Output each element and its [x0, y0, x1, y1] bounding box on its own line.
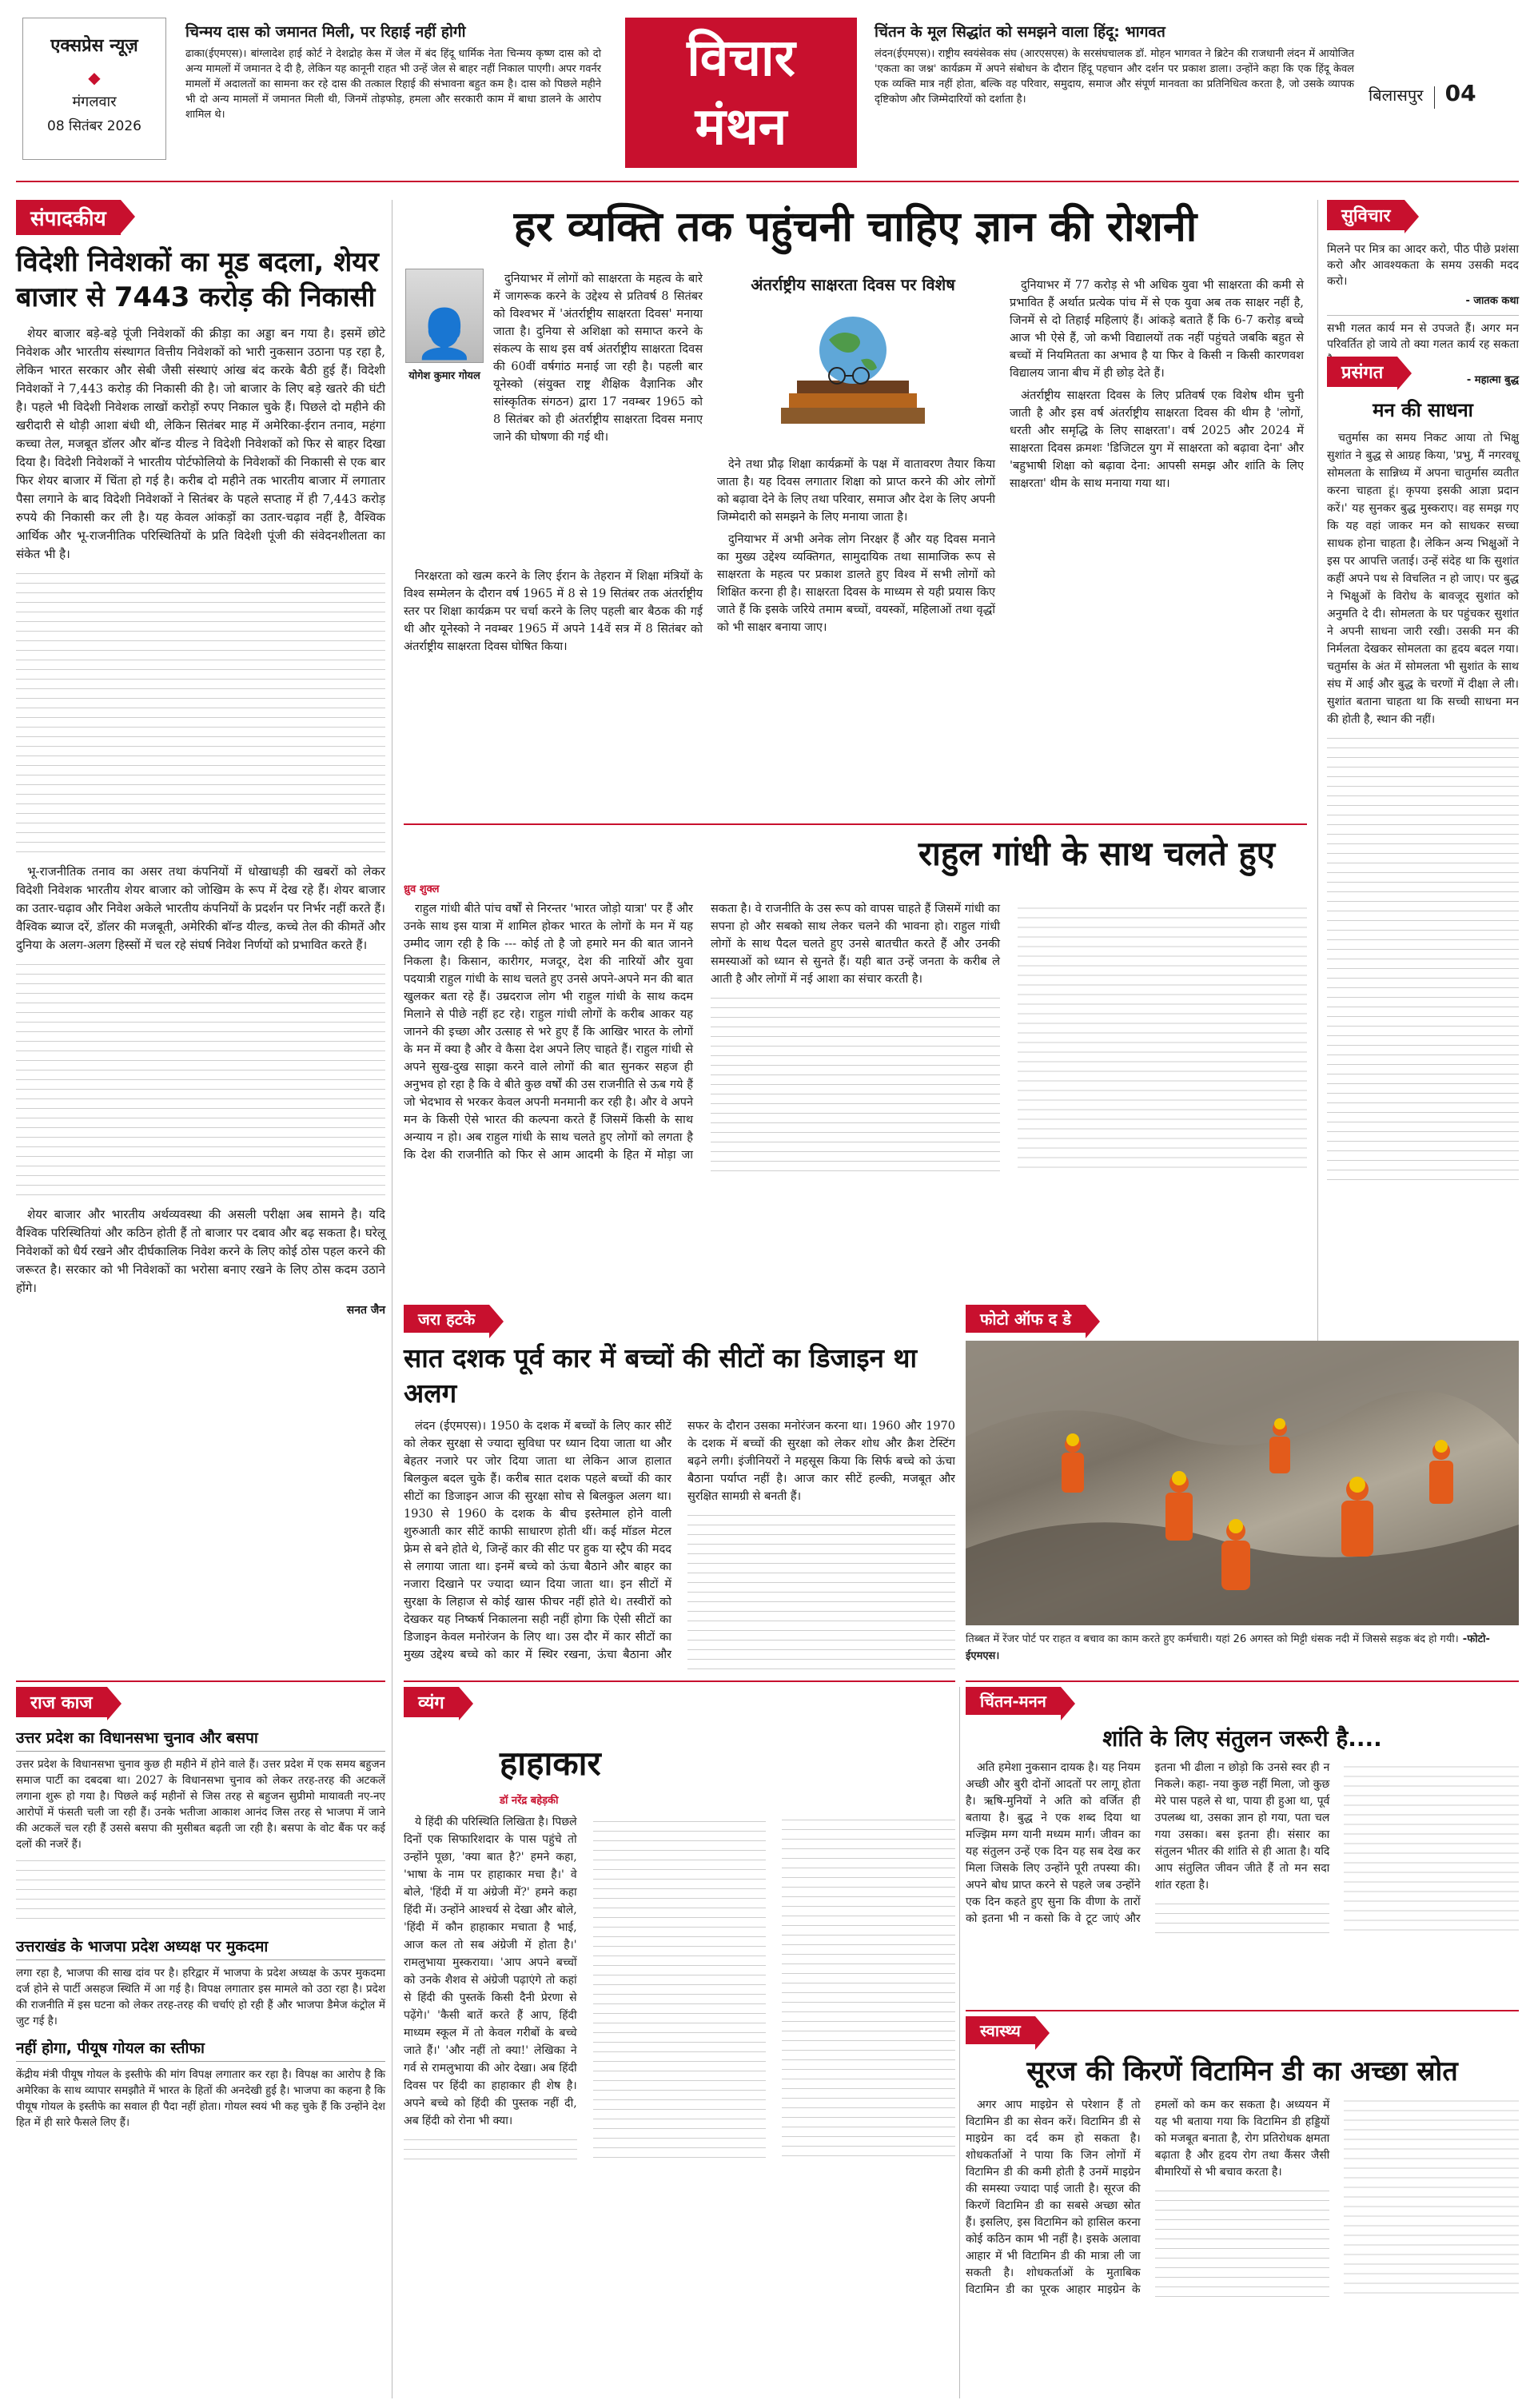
quote-author: - जातक कथा: [1465, 295, 1519, 307]
publish-day: मंगलवार: [72, 94, 117, 110]
photo-tag: फोटो ऑफ द डे: [966, 1305, 1086, 1333]
prasang-body: [1327, 429, 1519, 1181]
vyang-tag: व्यंग: [404, 1687, 459, 1717]
brand-name: एक्सप्रेस न्यूज़: [50, 36, 138, 56]
main-article-paragraph: निरक्षरता को खत्म करने के लिए ईरान के तेहरान में शिक्षा मंत्रियों के विश्व सम्मेलन के दौरान वर्ष 1965 में 8 से 19 सितंबर तक अंतर्राष्ट्रीय स्तर पर शिक्षा कार्यक्रम पर चर्चा करने के लिए पहली बार बैठक की गई थी और यूनेस्को ने नवम्बर 1965 में अपने 14वें सत्र में 8 सितंबर को अंतर्राष्ट्रीय साक्षरता दिवस घोषित किया।: [404, 570, 703, 653]
rahul-article-body: [404, 900, 1307, 1252]
raj-kaaj-text-block: [16, 1856, 385, 1928]
section-rule: [404, 1680, 955, 1682]
column-divider: [959, 1687, 960, 2398]
main-article-col-1: [493, 270, 703, 451]
main-article-col-3: [1010, 277, 1304, 497]
photo-caption: तिब्बत में रेंजर पोर्ट पर राहत व बचाव का काम करते हुए कर्मचारी। यहां 26 अगस्त को मिट्टी धंसक नदी में जिससे सड़क बंद हो गयी।: [966, 1633, 1459, 1645]
prasang-text: चतुर्मास का समय निकट आया तो भिक्षु सुशांत ने बुद्ध से आग्रह किया, 'प्रभु, मैं नगरवधू सोमलता के सान्निध्य में अपना चातुर्मास व्यतीत करना चाहता हूं। कृपया इसकी आज्ञा प्रदान करें।' यह सुनकर बुद्ध मुस्कराए। वह समझ गए कि यह वहां जाकर मन को साधकर सच्चा साधक होना चाहता है। लेकिन अन्य भिक्षुओं ने इस पर आपत्ति जताई। उन्हें संदेह था कि सुशांत कहीं अपने पथ से विचलित न हो जाए। पर बुद्ध ने भिक्षुओं के विरोध के बावजूद सुशांत को अनुमति दे दी। सोमलता के घर पहुंचकर सुशांत ने अपनी साधना जारी रखी। उसकी मन की निर्मलता देखकर सोमलता का हृदय बदल गया। चतुर्मास के अंत में सोमलता भी सुशांत के साथ संघ में आई और बुद्ध के चरणों में दीक्षा ले ली। सुशांत बताना चाहता था कि सच्ची साधना मन की होती है, स्थान की नहीं।: [1327, 432, 1519, 726]
page-info: [1369, 80, 1520, 109]
prasang-section: [1327, 357, 1519, 1463]
rahul-article-text: राहुल गांधी बीते पांच वर्षों से निरन्तर 'भारत जोड़ो यात्रा' पर हैं और उनके साथ इस यात्रा में शामिल होकर भारत के लोगों के मन में यह उम्मीद जाग रही है कि --- कोई तो है जो हमारे मन की बात जानने निकला है। किसान, कारीगर, मजदूर, देश की नारियों और युवा पदयात्री राहुल गांधी के साथ चलते हुए उनसे अपने-अपने मन की बात खुलकर बता रहे हैं। उम्रदराज लोग भी राहुल गांधी के साथ कदम मिलाने से पीछे नहीं हट रहे। राहुल गांधी लोगों के करीब आकर यह जानने की इच्छा और उत्साह से भरे हुए हैं कि आखिर भारत के लोगों के मन में क्या है और वे कैसा देश अपने लिए चाहते हैं। राहुल गांधी से अपने सुख-दुख साझा करने वाले लोगों की बात सुनकर सहज ही अनुभव हो रहा है कि वे बीते कुछ वर्षों की उस राजनीति से ऊब गये हैं जो भेदभाव से भरकर केवल अपनी मनमानी कर रही है। और वे अपने मन के किसी ऐसे भारत की कल्पना करते हैं जिसमें किसी के साथ अन्याय न हो। अब राहुल गांधी के साथ चलते हुए लोगों को लगता है कि देश की राजनीति को फिर से आम आदमी के हित में मोड़ा जा सकता है। वे राजनीति के उस रूप को वापस चाहते हैं जिसमें गांधी का सपना हो और सबको साथ लेकर चलने की भावना हो। राहुल गांधी लोगों के साथ पैदल चलते हुए उनसे बातचीत करते हैं और उनकी समस्याओं को ध्यान से सुनते हैं। यही बात उन्हें जनता के करीब ले आती है और लोगों में नई आशा का संचार करती है।: [404, 903, 1000, 1162]
teaser-right-text: लंदन(ईएमएस)। राष्ट्रीय स्वयंसेवक संघ (आरएसएस) के सरसंघचालक डॉ. मोहन भागवत ने ब्रिटेन की राजधानी लंदन में आयोजित 'एकता का जश्न' कार्यक्रम में अपने संबोधन के दौरान हिंदू पहचान और दर्शन पर प्रकाश डाला। उन्होंने कहा कि एक हिंदू केवल एक व्यक्ति मात्र नहीं होता, बल्कि वह परिवार, समुदाय, समाज और संपूर्ण मानवता का प्रतिनिधित्व करता है, जो उसके व्यापक दृष्टिकोण और जिम्मेदारियों को दर्शाता है।: [875, 48, 1354, 106]
jara-hatke-text: लंदन (ईएमएस)। 1950 के दशक में बच्चों के लिए कार सीटें को लेकर सुरक्षा से ज्यादा सुविधा पर ध्यान दिया जाता था और बेहतर नजारे पर जोर दिया जाता था लेकिन आज हालात बिलकुल बदल चुके हैं। करीब सात दशक पहले बच्चों की कार सीटों का डिजाइन आज की सुरक्षा सोच से बिलकुल अलग था। 1930 से 1960 के दशक के बीच इस्तेमाल होने वाली शुरुआती कार सीटें काफी साधारण होती थीं। कई मॉडल मेटल फ्रेम से बने होते थे, जिन्हें कार की सीट पर हुक या स्ट्रैप की मदद से लगाया जाता था। इनमें बच्चे को ऊंचा बैठाने और बाहर का नजारा दिखाने पर ज्यादा ध्यान दिया जाता था। इन सीटों में सुरक्षा के लिहाज से कोई खास फीचर नहीं होते थे। तस्वीरों को देखकर यह निष्कर्ष निकालना सही नहीं होगा कि ऐसी सीटों का डिजाइन केवल मनोरंजन के लिए था। उस दौर में कार सीटों का मुख्य उद्देश्य बच्चे को कार में स्थिर रखना, ऊंचा बैठाना और सफर के दौरान उसका मनोरंजन करना था। 1960 और 1970 के दशक में बच्चों की सुरक्षा को लेकर शोध और क्रैश टेस्टिंग बढ़ने लगी। इंजीनियरों ने महसूस किया कि सिर्फ बच्चे को ऊंचा बैठाना पर्याप्त नहीं है। आज कार सीटें हल्की, मजबूत और सुरक्षित सामग्री से बनती हैं।: [404, 1420, 955, 1661]
quote-text: सभी गलत कार्य मन से उपजते हैं। अगर मन परिवर्तित हो जाये तो क्या गलत कार्य रह सकता: [1327, 322, 1519, 351]
main-article-kicker: अंतर्राष्ट्रीय साक्षरता दिवस पर विशेष: [751, 275, 955, 294]
editorial-section: [16, 200, 385, 1680]
editorial-tag: [16, 200, 385, 235]
editorial-text-block: [16, 568, 385, 856]
quote-item: [1327, 241, 1519, 307]
brand-box: [22, 18, 166, 160]
teaser-right-headline: चिंतन के मूल सिद्धांत को समझने वाला हिंदू: भागवत: [875, 23, 1165, 41]
main-article-col-1b: [404, 568, 703, 660]
raj-kaaj-item: [16, 2037, 385, 2131]
jara-hatke-body: [404, 1417, 955, 1705]
chintan-section: [966, 1687, 1519, 1999]
main-article-paragraph: दुनियाभर में अभी अनेक लोग निरक्षर हैं और यह दिवस मनाने का मुख्य उद्देश्य व्यक्तिगत, सामुदायिक तथा सामाजिक रूप से साक्षरता के महत्व पर प्रकाश डालते हुए विश्व में सभी लोगों को शिक्षित करना ही है। साक्षरता दिवस के माध्यम से यही प्रयास किए जाते हैं कि इसके जरिये तमाम बच्चों, वयस्कों, महिलाओं तथा वृद्धों को भी साक्षर बनाया जाए।: [717, 533, 995, 634]
jara-hatke-text-block: [687, 1510, 955, 1670]
quote-author: - महात्मा बुद्ध: [1466, 374, 1519, 386]
section-rule: [404, 823, 1307, 825]
prasang-headline: मन की साधना: [1373, 399, 1473, 421]
main-article: [404, 200, 1307, 815]
rahul-article: [404, 823, 1307, 1295]
chintan-headline: शांति के लिए संतुलन जरूरी है....: [1102, 1725, 1382, 1752]
page-divider: [1434, 86, 1435, 109]
teaser-left: [185, 21, 601, 122]
author-photo: [405, 269, 484, 363]
raj-kaaj-item: [16, 1727, 385, 1928]
teaser-left-text: ढाका(ईएमएस)। बांग्लादेश हाई कोर्ट ने देशद्रोह केस में जेल में बंद हिंदू धार्मिक नेता चिन्मय कृष्ण दास को दो अन्य मामलों में जमानत दे दी है, लेकिन यह कानूनी राहत भी उन्हें जेल से बाहर नहीं निकाल पाएगी। अपर गवर्नर मामलों में अदालतों का सामना कर रहे दास की तत्काल रिहाई की संभावना बहुत कम है। दास को पिछले महीने भी दो अन्य मामलों में जमानत मिली थी, जिनमें तोड़फोड़, हमला और सरकारी काम में बाधा डालने के आरोप शामिल थे।: [185, 48, 601, 121]
section-rule: [966, 1680, 1519, 1682]
vyang-headline: हाहाकार: [500, 1744, 601, 1783]
quote-text: मिलने पर मित्र का आदर करो, पीठ पीछे प्रशंसा करो और आवश्यकता के समय उसकी मदद करो।: [1327, 243, 1519, 288]
swasthya-tag: स्वास्थ्य: [966, 2016, 1035, 2044]
city-name: बिलासपुर: [1369, 86, 1424, 105]
photo-credit: -फोटो- ईएमएस।: [966, 1633, 1490, 1662]
prasang-text-block: [1327, 733, 1519, 1181]
photo-section: [966, 1305, 1519, 1672]
raj-kaaj-section: [16, 1687, 385, 2398]
raj-kaaj-item: [16, 1936, 385, 2029]
diamond-icon: ◆: [88, 68, 101, 87]
rahul-article-headline: राहुल गांधी के साथ चलते हुए: [918, 834, 1275, 873]
editorial-paragraph: शेयर बाजार और भारतीय अर्थव्यवस्था की असली परीक्षा अब सामने है। यदि वैश्विक परिस्थितियां और कठिन होती हैं तो बाजार पर दबाव और बढ़ सकता है। घरेलू निवेशकों को धैर्य रखने और दीर्घकालिक निवेश करने के लिए कोई ठोस पहल करने की जरूरत है। सरकार को भी निवेशकों का भरोसा बनाए रखने के लिए ठोस कदम उठाने होंगे।: [16, 1207, 385, 1295]
publish-date: 08 सितंबर 2026: [47, 118, 141, 134]
vyang-author: डॉ नरेंद्र बहेड़की: [500, 1795, 559, 1807]
main-article-author: योगेश कुमार गोयल: [408, 370, 480, 382]
editorial-headline: विदेशी निवेशकों का मूड बदला, शेयर बाजार से 7443 करोड़ की निकासी: [16, 246, 379, 313]
masthead: [0, 0, 1534, 185]
editorial-text-block: [16, 959, 385, 1199]
rahul-article-author: ध्रुव शुक्ल: [404, 883, 440, 895]
rescue-workers-photo: [966, 1341, 1519, 1625]
main-article-paragraph: दुनियाभर में लोगों को साक्षरता के महत्व के बारे में जागरूक करने के उद्देश्य से प्रतिवर्ष 8 सितंबर को विश्वभर में 'अंतर्राष्ट्रीय साक्षरता दिवस' मनाया जाता है। दुनिया से अशिक्षा को समाप्त करने के संकल्प के साथ इस वर्ष अंतर्राष्ट्रीय साक्षरता दिवस की 60वीं वर्षगांठ मनाई जा रही है। पहली बार यूनेस्को (संयुक्त राष्ट्र शैक्षिक वैज्ञानिक और सांस्कृतिक संगठन) द्वारा 17 नवम्बर 1965 को 8 सितंबर को ही अंतर्राष्ट्रीय साक्षरता दिवस मनाए जाने की घोषणा की गई थी।: [493, 273, 703, 444]
vyang-text: ये हिंदी की परिस्थिति लिखिता है। पिछले दिनों एक सिफारिशदार के पास पहुंचे तो उन्होंने पूछा, 'क्या बात है?' हमने कहा, 'भाषा के नाम पर हाहाकार मचा है।' वे बोले, 'हिंदी में या अंग्रेजी में?' हमने कहा हिंदी में। उन्होंने आश्चर्य से देखा और बोले, 'हिंदी में कौन हाहाकार मचाता है भाई, आज कल तो सब अंग्रेजी में होता है।' रामलुभाया मुस्कराया। 'आप अपने बच्चों को उनके शैशव से अंग्रेजी पढ़ाएंगे तो कहां से हिंदी की पुस्तकें किसी दैनी प्रेरणा से पढ़ेंगे।' 'कैसी बातें करते हैं आप, हिंदी माध्यम स्कूल में तो केवल गरीबों के बच्चे जाते हैं।' 'और नहीं तो क्या!' लेखिका ने गर्व से रामलुभाया की ओर देखा। अब हिंदी दिवस पर हिंदी का हाहाकार ही शेष है। अपने बच्चे को हिंदी की पुस्तक नहीं दी, अब हिंदी को रोना भी क्या।: [404, 1816, 577, 2127]
raj-kaaj-text: लगा रहा है, भाजपा की साख दांव पर है। हरिद्वार में भाजपा के प्रदेश अध्यक्ष के ऊपर मुकदमा दर्ज होने से पार्टी असहज स्थिति में आ गई है। विपक्ष लगातार इस मामले को उठा रहा है। प्रदेश की राजनीति में इस घटना को लेकर तरह-तरह की चर्चाएं हो रही हैं और भाजपा डैमेज कंट्रोल में जुट गई है।: [16, 1967, 385, 2027]
photo-image: [966, 1341, 1519, 1625]
section-title-line1: विचार: [687, 29, 795, 88]
jara-hatke-section: [404, 1305, 955, 1672]
main-article-headline: हर व्यक्ति तक पहुंचनी चाहिए ज्ञान की रोशनी: [513, 203, 1197, 251]
literacy-illustration: [733, 304, 973, 448]
vyang-section: [404, 1687, 955, 2398]
main-article-paragraph: अंतर्राष्ट्रीय साक्षरता दिवस के लिए प्रतिवर्ष एक विशेष थीम चुनी जाती है और इस वर्ष अंतर्राष्ट्रीय साक्षरता दिवस की थीम है 'लोगों, धरती और समृद्धि के लिए साक्षरता'। वर्ष 2025 और 2024 में साक्षरता दिवस क्रमशः 'डिजिटल युग में साक्षरता को बढ़ावा देना' और 'बहुभाषी शिक्षा को बढ़ावा देना: आपसी समझ और शांति के लिए साक्षरता' थीम के साथ मनाया गया था।: [1010, 389, 1304, 490]
editorial-paragraph: शेयर बाजार बड़े-बड़े पूंजी निवेशकों की क्रीड़ा का अड्डा बन गया है। इसमें छोटे निवेशक और भारतीय संस्थागत वित्तीय निवेशकों को भारी नुकसान उठाना पड़ रहा है, लेकिन भारत सरकार और सेबी जैसी संस्थाएं आंख बंद करके बैठी हुई हैं। विदेशी निवेशकों ने 7,443 करोड़ की निकासी की है। जो बाजार के लिए बड़े खतरे की घंटी है। पहले भी विदेशी निवेशक लाखों करोड़ों रुपए निकाल चुके हैं। पिछले दो महीने की खरीदारी से थोड़ी आशा बंधी थी, लेकिन सितंबर माह में अमेरिका-ईरान तनाव, महंगा कच्चा तेल, मजबूत डॉलर और बॉन्ड यील्ड ने विदेशी निवेशकों को फिर से बाहर दिखा दिया है। विदेशी निवेशकों ने भारतीय पोर्टफोलियो के निवेशकों की निकासी से एक बार फिर शेयर बाजार में चिंता हो गई है। करीब दो महीने तक भारतीय बाजार में लगातार पैसा लगाने के बाद विदेशी निवेशकों ने सितंबर के पहले सप्ताह में ही 7,443 करोड़ रुपये की निकासी कर ली है। यह केवल आंकड़ों का उतार-चढ़ाव नहीं है, वैश्विक आर्थिक और भू-राजनीतिक परिस्थितियों के प्रति विदेशी पूंजी की संवेदनशीलता का संकेत भी है।: [16, 326, 385, 561]
raj-kaaj-text: उत्तर प्रदेश के विधानसभा चुनाव कुछ ही महीने में होने वाले हैं। उत्तर प्रदेश में एक समय बहुजन समाज पार्टी का दबदबा था। 2027 के विधानसभा चुनाव को लेकर तरह-तरह की अटकलें लगाना शुरू हो गया है। पिछले कई महीनों से जिस तरह से बहुजन सुप्रीमो मायावती नए-नए आरोपों में फंसती चली जा रही हैं। उनके भतीजा आकाश आनंद जिस तरह से भाजपा में जाने की अटकलें चल रही हैं उससे बसपा की मुसीबत बढ़ती जा रही है। बसपा के वोट बैंक पर कई दलों की नजरें हैं।: [16, 1758, 385, 1851]
main-article-paragraph: दुनियाभर में 77 करोड़ से भी अधिक युवा भी साक्षरता की कमी से प्रभावित हैं अर्थात प्रत्येक पांच में से एक युवा अब तक साक्षर नहीं है, जिनमें से दो तिहाई महिलाएं हैं। आंकड़े बताते हैं कि 6-7 करोड़ बच्चे आज भी ऐसे हैं, जो कभी विद्यालयों तक नहीं पहुंचते जबकि बहुत से बच्चों में नियमितता का अभाव है या फिर वे किसी न किसी कारणवश विद्यालय जाना बीच में ही छोड़ देते हैं।: [1010, 279, 1304, 380]
section-title-line2: मंथन: [695, 98, 787, 157]
chintan-body: [966, 1760, 1519, 1991]
vyang-body: [404, 1813, 955, 2357]
jara-hatke-tag: जरा हटके: [404, 1305, 489, 1333]
editorial-author: सनत जैन: [346, 1304, 385, 1317]
chintan-text: अति हमेशा नुकसान दायक है। यह नियम अच्छी और बुरी दोनों आदतों पर लागू होता है। ऋषि-मुनियों ने अति को वर्जित ही बताया है। बुद्ध ने एक शब्द दिया था मज्झिम मग्ग यानी मध्यम मार्ग। जीवन का यह संतुलन उन्हें एक दिन यह सब देख कर मिला जिसके लिए उन्होंने पूरी तपस्या की। अपने बोध प्राप्त करने से पहले जब उन्होंने एक दिन कहते हुए सुना कि वीणा के तारों को इतना भी न कसो कि वे टूट जाएं और इतना भी ढीला न छोड़ो कि उनसे स्वर ही न निकले। कहा- नया कुछ नहीं मिला, जो कुछ मेरे पास पहले से था, पाया ही हुआ था, पूर्व उपलब्ध था, उसका ज्ञान हो गया, पता चल गया उसका। बस इतना ही। संसार का संतुलन भीतर की शांति से ही आता है। यदि आप संतुलित जीवन जीते हैं तो मन सदा शांत रहता है।: [966, 1761, 1330, 1925]
raj-kaaj-headline: नहीं होगा, पीयूष गोयल का स्तीफा: [16, 2037, 385, 2062]
swasthya-body: [966, 2097, 1519, 2377]
editorial-body: [16, 325, 385, 1298]
raj-kaaj-text: केंद्रीय मंत्री पीयूष गोयल के इस्तीफे की मांग विपक्ष लगातार कर रहा है। विपक्ष का आरोप है कि अमेरिका के साथ व्यापार समझौते में भारत के हितों की अनदेखी हुई है। भाजपा का कहना है कि पीयूष गोयल के इस्तीफे का सवाल ही पैदा नहीं होता। गोयल स्वयं भी कह चुके हैं कि उन्होंने देश हित में ही सारे फैसले लिए हैं।: [16, 2068, 385, 2129]
main-article-paragraph: देने तथा प्रौढ़ शिक्षा कार्यक्रमों के पक्ष में वातावरण तैयार किया जाता है। यह दिवस लगातार शिक्षा को प्राप्त करने की ओर लोगों को बढ़ावा देने के लिए तथा परिवार, समाज और देश के लिए अपनी जिम्मेदारी को समझने के लिए मनाया जाता है।: [717, 458, 995, 524]
chintan-tag: चिंतन-मनन: [966, 1687, 1061, 1715]
swasthya-section: [966, 2016, 1519, 2398]
prasang-tag: प्रसंगत: [1327, 357, 1397, 387]
editorial-paragraph: भू-राजनीतिक तनाव का असर तथा कंपनियों में धोखाधड़ी की खबरों को लेकर विदेशी निवेशक भारतीय शेयर बाजार को जोखिम के रूप में देख रहे हैं। शेयर बाजार का उतार-चढ़ाव और निवेश अकेले भारतीय कंपनियों के प्रदर्शन पर निर्भर नहीं करते हैं। वैश्विक ब्याज दरें, डॉलर की मजबूती, अमेरिकी बॉन्ड यील्ड, कच्चे तेल की कीमतें और दुनिया के अलग-अलग हिस्सों में चल रहे संघर्ष निवेश निर्णयों को प्रभावित करते हैं।: [16, 864, 385, 952]
jara-hatke-headline: सात दशक पूर्व कार में बच्चों की सीटों का डिजाइन था अलग: [404, 1342, 918, 1409]
editorial-tag-label: संपादकीय: [16, 200, 121, 235]
column-divider: [1317, 200, 1318, 1463]
swasthya-headline: सूरज की किरणें विटामिन डी का अच्छा स्रोत: [1026, 2055, 1458, 2087]
main-article-col-2: [717, 456, 995, 641]
raj-kaaj-tag: राज काज: [16, 1687, 107, 1717]
teaser-left-headline: चिन्मय दास को जमानत मिली, पर रिहाई नहीं होगी: [185, 23, 466, 41]
raj-kaaj-headline: उत्तर प्रदेश का विधानसभा चुनाव और बसपा: [16, 1727, 385, 1752]
section-title-box: [625, 18, 857, 168]
suvichar-tag: सुविचार: [1327, 200, 1405, 230]
page-number: 04: [1444, 80, 1476, 106]
section-rule: [16, 1680, 385, 1682]
masthead-rule: [16, 181, 1519, 182]
section-rule: [966, 2010, 1519, 2011]
teaser-right: [875, 21, 1354, 107]
swasthya-text: अगर आप माइग्रेन से परेशान हैं तो विटामिन डी का सेवन करें। विटामिन डी से माइग्रेन का दर्द कम हो सकता है। शोधकर्ताओं ने पाया कि जिन लोगों में विटामिन डी की कमी होती है उनमें माइग्रेन की समस्या ज्यादा पाई जाती है। सूरज की किरणें विटामिन डी का सबसे अच्छा स्रोत हैं। इसलिए, इस विटामिन को हासिल करना कोई कठिन काम भी नहीं है। इसके अलावा आहार में भी विटामिन डी की मात्रा ली जा सकती है। शोधकर्ताओं के मुताबिक विटामिन डी का पूरक आहार माइग्रेन के हमलों को कम कर सकता है। अध्ययन में यह भी बताया गया कि विटामिन डी हड्डियों को मजबूत बनाता है, रोग प्रतिरोधक क्षमता बढ़ाता है और हृदय रोग तथा कैंसर जैसी बीमारियों से भी बचाव करता है।: [966, 2099, 1330, 2296]
raj-kaaj-headline: उत्तराखंड के भाजपा प्रदेश अध्यक्ष पर मुकदमा: [16, 1936, 385, 1960]
globe-books-icon: [733, 304, 973, 448]
author-avatar-icon: 👤: [414, 306, 475, 362]
